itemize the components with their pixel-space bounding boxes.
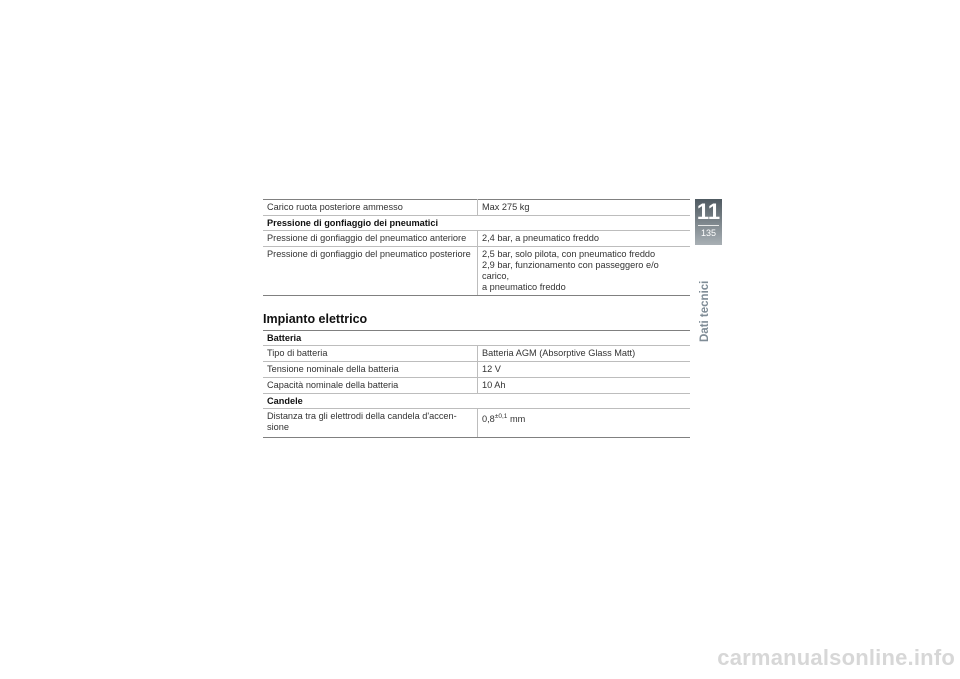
- spec-label: Capacità nominale della batteria: [263, 378, 478, 394]
- table-group-header: [263, 331, 690, 346]
- spec-content: [263, 199, 690, 438]
- value-line: a pneumatico freddo: [482, 282, 566, 292]
- label-line: Distanza tra gli elettrodi della candela d'accen-: [267, 411, 457, 421]
- spec-label: Tensione nominale della batteria: [263, 362, 478, 378]
- section-title: Impianto elettrico: [263, 312, 368, 326]
- spec-label: Carico ruota posteriore ammesso: [263, 200, 478, 216]
- specs-table-1: [263, 199, 690, 296]
- group-header-tire-pressure: Pressione di gonfiaggio dei pneumatici: [263, 216, 690, 231]
- spec-label: Pressione di gonfiaggio del pneumatico posteriore: [263, 247, 478, 296]
- tab-divider: [698, 225, 719, 226]
- spec-value: 10 Ah: [478, 378, 691, 394]
- label-line: sione: [267, 422, 289, 432]
- table-row: [263, 346, 690, 362]
- table-row: [263, 409, 690, 438]
- group-header-battery: Batteria: [263, 331, 690, 346]
- table-row: [263, 200, 690, 216]
- value-line: 2,9 bar, funzionamento con passeggero e/o carico,: [482, 260, 659, 281]
- table-group-header: [263, 394, 690, 409]
- table-row: [263, 362, 690, 378]
- spec-label: Tipo di batteria: [263, 346, 478, 362]
- group-header-spark-plugs: Candele: [263, 394, 690, 409]
- spec-label: Pressione di gonfiaggio del pneumatico anteriore: [263, 231, 478, 247]
- chapter-tab: [695, 199, 722, 245]
- spec-label: [263, 409, 478, 438]
- spec-value: Max 275 kg: [478, 200, 691, 216]
- chapter-side-label: Dati tecnici: [699, 280, 711, 342]
- spec-value: 2,4 bar, a pneumatico freddo: [478, 231, 691, 247]
- spec-value: 12 V: [478, 362, 691, 378]
- spec-value: Batteria AGM (Absorptive Glass Matt): [478, 346, 691, 362]
- value-unit: mm: [509, 414, 526, 424]
- chapter-number: 11: [696, 199, 721, 224]
- table-row: [263, 231, 690, 247]
- table-row: [263, 378, 690, 394]
- table-row: [263, 247, 690, 296]
- watermark: carmanualsonline.info: [717, 645, 955, 670]
- spec-value: [478, 247, 691, 296]
- page-number: 135: [700, 228, 717, 238]
- value-line: 2,5 bar, solo pilota, con pneumatico freddo: [482, 249, 656, 259]
- specs-table-2: [263, 330, 690, 438]
- spec-value: [478, 409, 691, 438]
- table-group-header: [263, 216, 690, 231]
- value-base: 0,8: [482, 414, 495, 424]
- value-tolerance: ±0,1: [494, 413, 508, 420]
